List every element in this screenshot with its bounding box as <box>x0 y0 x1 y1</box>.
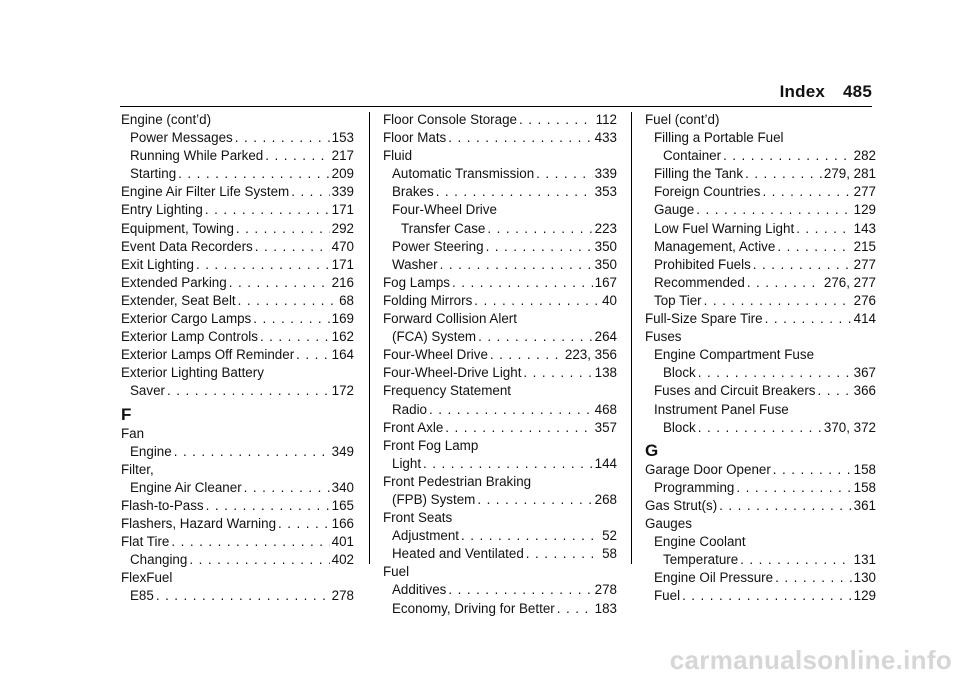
index-entry <box>645 129 876 147</box>
page-ref[interactable]: 340 <box>331 479 354 495</box>
index-column-1 <box>121 111 354 605</box>
entry-label: Adjustment <box>392 528 459 544</box>
page-ref[interactable]: 158 <box>853 479 876 495</box>
dot-leader <box>278 515 330 533</box>
entry-label: Additives <box>392 582 447 598</box>
entry-label: Radio <box>392 401 427 417</box>
index-entry[interactable] <box>121 533 354 551</box>
entry-label: Fuel (cont’d) <box>645 112 720 127</box>
entry-label: Programming <box>654 479 735 495</box>
index-entry[interactable] <box>645 419 876 437</box>
page-ref[interactable]: 209 <box>331 166 354 182</box>
page-ref[interactable]: 370, 372 <box>823 419 876 435</box>
entry-label: Flat Tire <box>121 534 170 550</box>
dot-leader <box>719 497 851 515</box>
page-ref[interactable]: 223, 356 <box>564 347 617 363</box>
page-ref[interactable]: 339 <box>331 184 354 200</box>
index-entry[interactable] <box>121 328 354 346</box>
entry-label: Gas Strut(s) <box>645 497 718 513</box>
index-entry[interactable] <box>645 497 876 515</box>
entry-label: Exterior Lighting Battery <box>121 365 264 381</box>
entry-label: Entry Lighting <box>121 202 203 218</box>
dot-leader <box>777 238 851 256</box>
entry-label: Fuel <box>654 588 681 604</box>
dot-leader <box>448 129 592 147</box>
entry-label: Foreign Countries <box>654 184 761 200</box>
entry-label: Gauges <box>645 515 692 531</box>
index-entry[interactable] <box>383 165 617 183</box>
page-ref[interactable]: 292 <box>331 220 354 236</box>
page-ref[interactable]: 215 <box>853 238 876 254</box>
entry-label: Forward Collision Alert <box>383 311 517 327</box>
index-entry[interactable] <box>645 551 876 569</box>
index-entry[interactable] <box>383 292 617 310</box>
section-title: Index <box>779 82 826 101</box>
index-entry[interactable] <box>383 346 617 364</box>
index-entry[interactable] <box>121 382 354 400</box>
index-entry[interactable] <box>645 479 876 497</box>
entry-label: Full-Size Spare Tire <box>645 311 763 327</box>
page-ref[interactable]: 130 <box>853 570 876 586</box>
index-entry[interactable] <box>121 310 354 328</box>
entry-label: Fuel <box>383 564 410 580</box>
dot-leader <box>452 274 593 292</box>
dot-leader <box>745 165 822 183</box>
index-column-2 <box>383 111 617 618</box>
page-ref[interactable]: 353 <box>594 184 617 200</box>
index-entry[interactable] <box>645 220 876 238</box>
index-entry <box>645 111 876 129</box>
page-ref[interactable]: 277 <box>853 184 876 200</box>
index-entry <box>383 473 617 491</box>
dot-leader <box>765 310 852 328</box>
index-entry[interactable] <box>383 111 617 129</box>
page-ref[interactable]: 278 <box>331 588 354 604</box>
index-entry[interactable] <box>645 364 876 382</box>
index-entry[interactable] <box>121 274 354 292</box>
index-entry[interactable] <box>383 129 617 147</box>
dot-leader <box>205 201 330 219</box>
dot-leader <box>167 382 330 400</box>
entry-label: Power Messages <box>130 130 233 146</box>
dot-leader <box>440 256 593 274</box>
page-ref[interactable]: 183 <box>594 600 617 616</box>
index-entry[interactable] <box>645 165 876 183</box>
index-entry[interactable] <box>645 461 876 479</box>
dot-leader <box>461 527 600 545</box>
entry-label: Top Tier <box>654 292 702 308</box>
page-ref[interactable]: 433 <box>594 130 617 146</box>
page-ref[interactable]: 167 <box>594 274 617 290</box>
entry-label: Floor Console Storage <box>383 112 517 127</box>
entry-label: Engine <box>130 443 172 459</box>
dot-leader <box>478 328 593 346</box>
entry-label: Low Fuel Warning Light <box>654 220 795 236</box>
index-entry[interactable] <box>121 220 354 238</box>
dot-leader <box>740 551 851 569</box>
entry-label: Temperature <box>663 552 739 568</box>
dot-leader <box>436 183 593 201</box>
page-ref[interactable]: 164 <box>331 347 354 363</box>
dot-leader <box>296 346 330 364</box>
page-ref[interactable]: 58 <box>602 546 617 562</box>
index-entry[interactable] <box>383 581 617 599</box>
dot-leader <box>526 545 600 563</box>
page-ref[interactable]: 158 <box>853 461 876 477</box>
page-ref[interactable]: 339 <box>594 166 617 182</box>
dot-leader <box>536 165 593 183</box>
entry-label: Running While Parked <box>130 148 264 164</box>
entry-label: Four-Wheel Drive <box>392 202 497 218</box>
index-entry[interactable] <box>121 497 354 515</box>
page-ref[interactable]: 112 <box>595 112 617 127</box>
entry-label: Equipment, Towing <box>121 220 234 236</box>
index-entry <box>383 310 617 328</box>
index-entry <box>645 515 876 533</box>
index-entry[interactable] <box>121 165 354 183</box>
dot-leader <box>736 479 851 497</box>
page-ref[interactable]: 470 <box>331 238 354 254</box>
page-ref[interactable]: 350 <box>594 256 617 272</box>
index-entry[interactable] <box>121 201 354 219</box>
entry-label: Fluid <box>383 148 413 164</box>
entry-label: Engine Air Cleaner <box>130 479 242 495</box>
entry-label: Saver <box>130 383 165 399</box>
entry-label: Front Fog Lamp <box>383 437 479 453</box>
index-entry[interactable] <box>645 201 876 219</box>
dot-leader <box>291 183 329 201</box>
index-entry <box>383 147 617 165</box>
page-ref[interactable]: 172 <box>331 383 354 399</box>
entry-label: Fan <box>121 425 145 441</box>
entry-label: Filling a Portable Fuel <box>654 130 784 146</box>
index-entry[interactable] <box>645 274 876 292</box>
section-letter: G <box>645 440 659 460</box>
dot-leader <box>747 274 822 292</box>
page-ref[interactable]: 131 <box>853 552 876 568</box>
entry-label: Instrument Panel Fuse <box>654 401 789 417</box>
index-entry[interactable] <box>121 183 354 201</box>
entry-label: Exit Lighting <box>121 256 194 272</box>
index-entry <box>383 201 617 219</box>
page-ref[interactable]: 217 <box>331 148 354 164</box>
index-entry[interactable] <box>645 183 876 201</box>
index-entry[interactable] <box>121 238 354 256</box>
entry-label: Block <box>663 365 696 381</box>
entry-label: Engine Oil Pressure <box>654 570 774 586</box>
page-ref[interactable]: 361 <box>853 497 876 513</box>
dot-leader <box>265 147 329 165</box>
page-ref[interactable]: 171 <box>331 256 354 272</box>
page-ref[interactable]: 153 <box>331 130 354 146</box>
index-entry[interactable] <box>121 147 354 165</box>
page-ref[interactable]: 165 <box>331 497 354 513</box>
index-entry[interactable] <box>383 455 617 473</box>
dot-leader <box>682 587 852 605</box>
entry-label: Fuses <box>645 329 682 345</box>
index-entry <box>645 346 876 364</box>
index-entry[interactable] <box>121 587 354 605</box>
page-ref[interactable]: 367 <box>853 365 876 381</box>
entry-label: Changing <box>130 552 188 568</box>
entry-label: Filter, <box>121 461 154 477</box>
entry-label: Exterior Cargo Lamps <box>121 311 252 327</box>
dot-leader <box>519 111 594 129</box>
page-ref[interactable]: 349 <box>331 443 354 459</box>
index-entry[interactable] <box>383 545 617 563</box>
entry-label: Engine Air Filter Life System <box>121 184 290 200</box>
page-number: 485 <box>843 82 872 101</box>
index-entry[interactable] <box>121 292 354 310</box>
entry-label: (FCA) System <box>392 329 477 345</box>
dot-leader <box>773 461 852 479</box>
dot-leader <box>723 147 852 165</box>
dot-leader <box>429 401 593 419</box>
index-entry <box>383 563 617 581</box>
dot-leader <box>235 129 330 147</box>
page-ref[interactable]: 52 <box>602 528 617 544</box>
index-entry <box>645 328 876 346</box>
entry-label: Starting <box>130 166 177 182</box>
page-ref[interactable]: 129 <box>853 202 876 218</box>
entry-label: Exterior Lamps Off Reminder <box>121 347 295 363</box>
index-entry[interactable] <box>383 220 617 238</box>
entry-label: Folding Mirrors <box>383 292 473 308</box>
entry-label: Recommended <box>654 274 745 290</box>
dot-leader <box>445 419 592 437</box>
index-entry[interactable] <box>645 569 876 587</box>
index-entry[interactable] <box>121 129 354 147</box>
entry-label: Garage Door Opener <box>645 461 771 477</box>
page-ref[interactable]: 278 <box>594 582 617 598</box>
dot-leader <box>753 256 852 274</box>
dot-leader <box>487 220 592 238</box>
page-ref[interactable]: 350 <box>594 238 617 254</box>
index-entry <box>645 401 876 419</box>
entry-label: Extender, Seat Belt <box>121 292 236 308</box>
entry-label: Washer <box>392 256 438 272</box>
page-ref[interactable]: 402 <box>331 552 354 568</box>
page-ref[interactable]: 40 <box>602 292 617 308</box>
page-ref[interactable]: 129 <box>853 588 876 604</box>
header-rule <box>120 106 872 107</box>
index-entry[interactable] <box>121 256 354 274</box>
index-entry[interactable] <box>383 491 617 509</box>
page-ref[interactable]: 276 <box>853 292 876 308</box>
index-entry[interactable] <box>383 527 617 545</box>
column-divider <box>369 112 370 564</box>
watermark: carmanualsonline.info <box>669 645 952 675</box>
entry-label: Four-Wheel-Drive Light <box>383 365 522 381</box>
dot-leader <box>260 328 330 346</box>
entry-label: Power Steering <box>392 238 484 254</box>
dot-leader <box>775 569 852 587</box>
index-entry <box>121 569 354 587</box>
page-ref[interactable]: 276, 277 <box>823 274 876 290</box>
index-entry <box>383 437 617 455</box>
page-ref[interactable]: 68 <box>339 292 354 308</box>
dot-leader <box>238 292 337 310</box>
dot-leader <box>171 533 329 551</box>
dot-leader <box>698 364 852 382</box>
page-ref[interactable]: 357 <box>594 419 617 435</box>
entry-label: Brakes <box>392 184 434 200</box>
index-entry <box>645 533 876 551</box>
dot-leader <box>698 419 822 437</box>
entry-label: Exterior Lamp Controls <box>121 329 258 345</box>
entry-label: Prohibited Fuels <box>654 256 751 272</box>
entry-label: Flash-to-Pass <box>121 497 204 513</box>
page-ref[interactable]: 166 <box>331 515 354 531</box>
entry-label: Heated and Ventilated <box>392 546 524 562</box>
index-entry[interactable] <box>645 238 876 256</box>
entry-label: Transfer Case <box>401 220 486 236</box>
dot-leader <box>196 256 330 274</box>
dot-leader <box>818 382 852 400</box>
dot-leader <box>229 274 330 292</box>
index-entry[interactable] <box>121 346 354 364</box>
index-column-3 <box>645 111 876 605</box>
dot-leader <box>557 600 593 618</box>
dot-leader <box>189 551 329 569</box>
index-entry <box>383 509 617 527</box>
index-entry <box>121 425 354 443</box>
dot-leader <box>174 443 330 461</box>
dot-leader <box>206 497 330 515</box>
index-entry[interactable] <box>383 600 617 618</box>
entry-label: Fog Lamps <box>383 274 450 290</box>
dot-leader <box>762 183 851 201</box>
index-entry[interactable] <box>383 238 617 256</box>
page-ref[interactable]: 223 <box>594 220 617 236</box>
index-entry[interactable] <box>383 274 617 292</box>
entry-label: Front Seats <box>383 510 453 526</box>
page-ref[interactable]: 468 <box>594 401 617 417</box>
entry-label: Engine Coolant <box>654 534 746 550</box>
entry-label: Four-Wheel Drive <box>383 347 488 363</box>
entry-label: Event Data Recorders <box>121 238 253 254</box>
entry-label: Economy, Driving for Better <box>392 600 555 616</box>
dot-leader <box>704 292 852 310</box>
page-ref[interactable]: 138 <box>594 365 617 381</box>
index-entry[interactable] <box>383 328 617 346</box>
page-ref[interactable]: 277 <box>853 256 876 272</box>
entry-label: Automatic Transmission <box>392 166 535 182</box>
page-header <box>780 82 872 102</box>
page-ref[interactable]: 171 <box>331 202 354 218</box>
index-entry[interactable] <box>121 479 354 497</box>
dot-leader <box>486 238 593 256</box>
index-entry[interactable] <box>383 256 617 274</box>
dot-leader <box>474 292 600 310</box>
entry-label: Floor Mats <box>383 130 447 146</box>
entry-label: E85 <box>130 588 154 604</box>
dot-leader <box>244 479 330 497</box>
dot-leader <box>253 310 329 328</box>
page-ref[interactable]: 216 <box>331 274 354 290</box>
entry-label: (FPB) System <box>392 491 476 507</box>
column-divider <box>631 112 632 564</box>
index-entry <box>121 364 354 382</box>
dot-leader <box>490 346 563 364</box>
entry-label: Extended Parking <box>121 274 227 290</box>
page-ref[interactable]: 282 <box>853 148 876 164</box>
entry-label: Front Axle <box>383 419 444 435</box>
entry-label: Engine (cont’d) <box>121 112 212 127</box>
dot-leader <box>178 165 330 183</box>
index-entry[interactable] <box>645 147 876 165</box>
entry-label: Light <box>392 455 422 471</box>
index-entry <box>121 461 354 479</box>
entry-label: FlexFuel <box>121 570 173 586</box>
page-ref[interactable]: 279, 281 <box>823 166 876 182</box>
dot-leader <box>423 455 593 473</box>
page-ref[interactable]: 268 <box>594 491 617 507</box>
index-entry[interactable] <box>645 310 876 328</box>
entry-label: Gauge <box>654 202 695 218</box>
index-entry[interactable] <box>645 587 876 605</box>
index-entry[interactable] <box>383 183 617 201</box>
page-ref[interactable]: 169 <box>331 311 354 327</box>
entry-label: Engine Compartment Fuse <box>654 347 815 363</box>
index-entry[interactable] <box>121 443 354 461</box>
page-ref[interactable]: 414 <box>853 311 876 327</box>
index-entry[interactable] <box>645 382 876 400</box>
dot-leader <box>255 238 330 256</box>
index-entry[interactable] <box>383 364 617 382</box>
entry-label: Filling the Tank <box>654 166 744 182</box>
page-ref[interactable]: 264 <box>594 329 617 345</box>
entry-label: Management, Active <box>654 238 776 254</box>
dot-leader <box>477 491 592 509</box>
dot-leader <box>448 581 592 599</box>
index-entry <box>383 382 617 400</box>
entry-label: Frequency Statement <box>383 383 512 399</box>
entry-label: Block <box>663 419 696 435</box>
entry-label: Flashers, Hazard Warning <box>121 515 277 531</box>
index-entry[interactable] <box>121 515 354 533</box>
dot-leader <box>236 220 330 238</box>
index-entry[interactable] <box>645 292 876 310</box>
page-ref[interactable]: 143 <box>853 220 876 236</box>
entry-label: Container <box>663 148 722 164</box>
entry-label: Fuses and Circuit Breakers <box>654 383 816 399</box>
page-ref[interactable]: 366 <box>853 383 876 399</box>
page-ref[interactable]: 144 <box>594 455 617 471</box>
index-entry <box>121 111 354 129</box>
page-ref[interactable]: 162 <box>331 329 354 345</box>
dot-leader <box>696 201 851 219</box>
index-entry[interactable] <box>121 551 354 569</box>
dot-leader <box>156 587 330 605</box>
index-entry[interactable] <box>645 256 876 274</box>
dot-leader <box>796 220 851 238</box>
dot-leader <box>523 364 592 382</box>
index-entry[interactable] <box>383 401 617 419</box>
entry-label: Front Pedestrian Braking <box>383 473 532 489</box>
section-letter: F <box>121 404 132 424</box>
index-entry[interactable] <box>383 419 617 437</box>
page-ref[interactable]: 401 <box>331 534 354 550</box>
